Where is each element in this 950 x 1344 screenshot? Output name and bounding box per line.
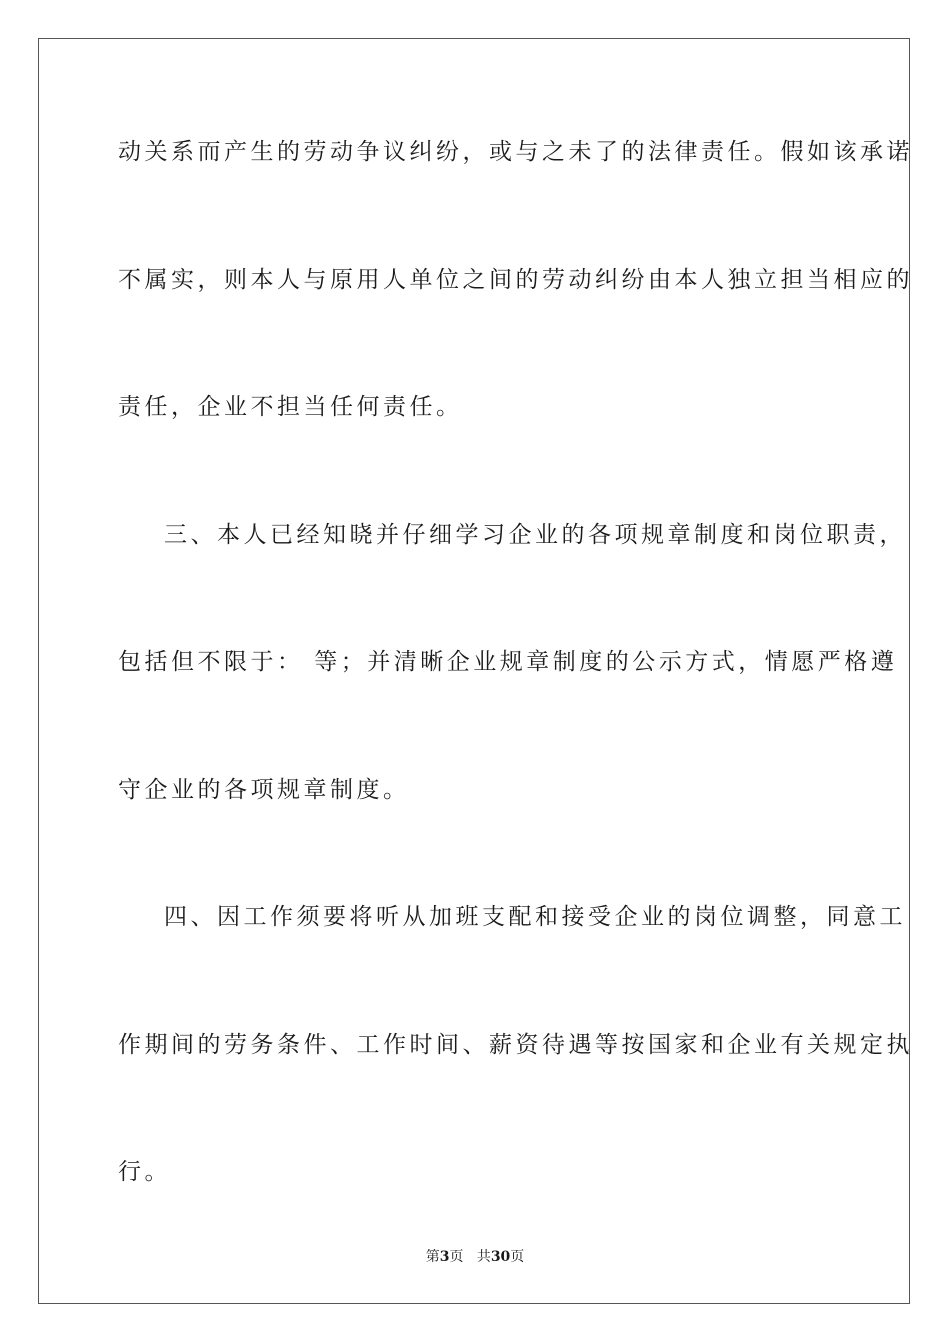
total-prefix: 共: [476, 1249, 491, 1265]
total-suffix: 页: [510, 1249, 525, 1265]
page-number: 3: [439, 1249, 450, 1265]
text-line: 四、因工作须要将听从加班支配和接受企业的岗位调整，同意工: [164, 904, 906, 930]
text-line: 不属实，则本人与原用人单位之间的劳动纠纷由本人独立担当相应的: [118, 266, 913, 293]
text-line: 责任，企业不担当任何责任。: [118, 394, 463, 420]
text-line: 三、本人已经知晓并仔细学习企业的各项规章制度和岗位职责，: [164, 521, 906, 548]
text-line: 行。: [118, 1159, 171, 1185]
page-prefix: 第: [425, 1249, 440, 1265]
total-pages: 30: [490, 1249, 511, 1265]
text-line: 包括但不限于： 等；并清晰企业规章制度的公示方式，情愿严格遵: [118, 649, 898, 675]
text-line: 守企业的各项规章制度。: [118, 776, 410, 803]
text-line: 作期间的劳务条件、工作时间、薪资待遇等按国家和企业有关规定执: [118, 1031, 913, 1058]
page-footer: [0, 1247, 950, 1267]
text-line: 动关系而产生的劳动争议纠纷，或与之未了的法律责任。假如该承诺: [118, 139, 913, 165]
document-body: [118, 130, 913, 1278]
page-suffix: 页: [449, 1249, 464, 1265]
